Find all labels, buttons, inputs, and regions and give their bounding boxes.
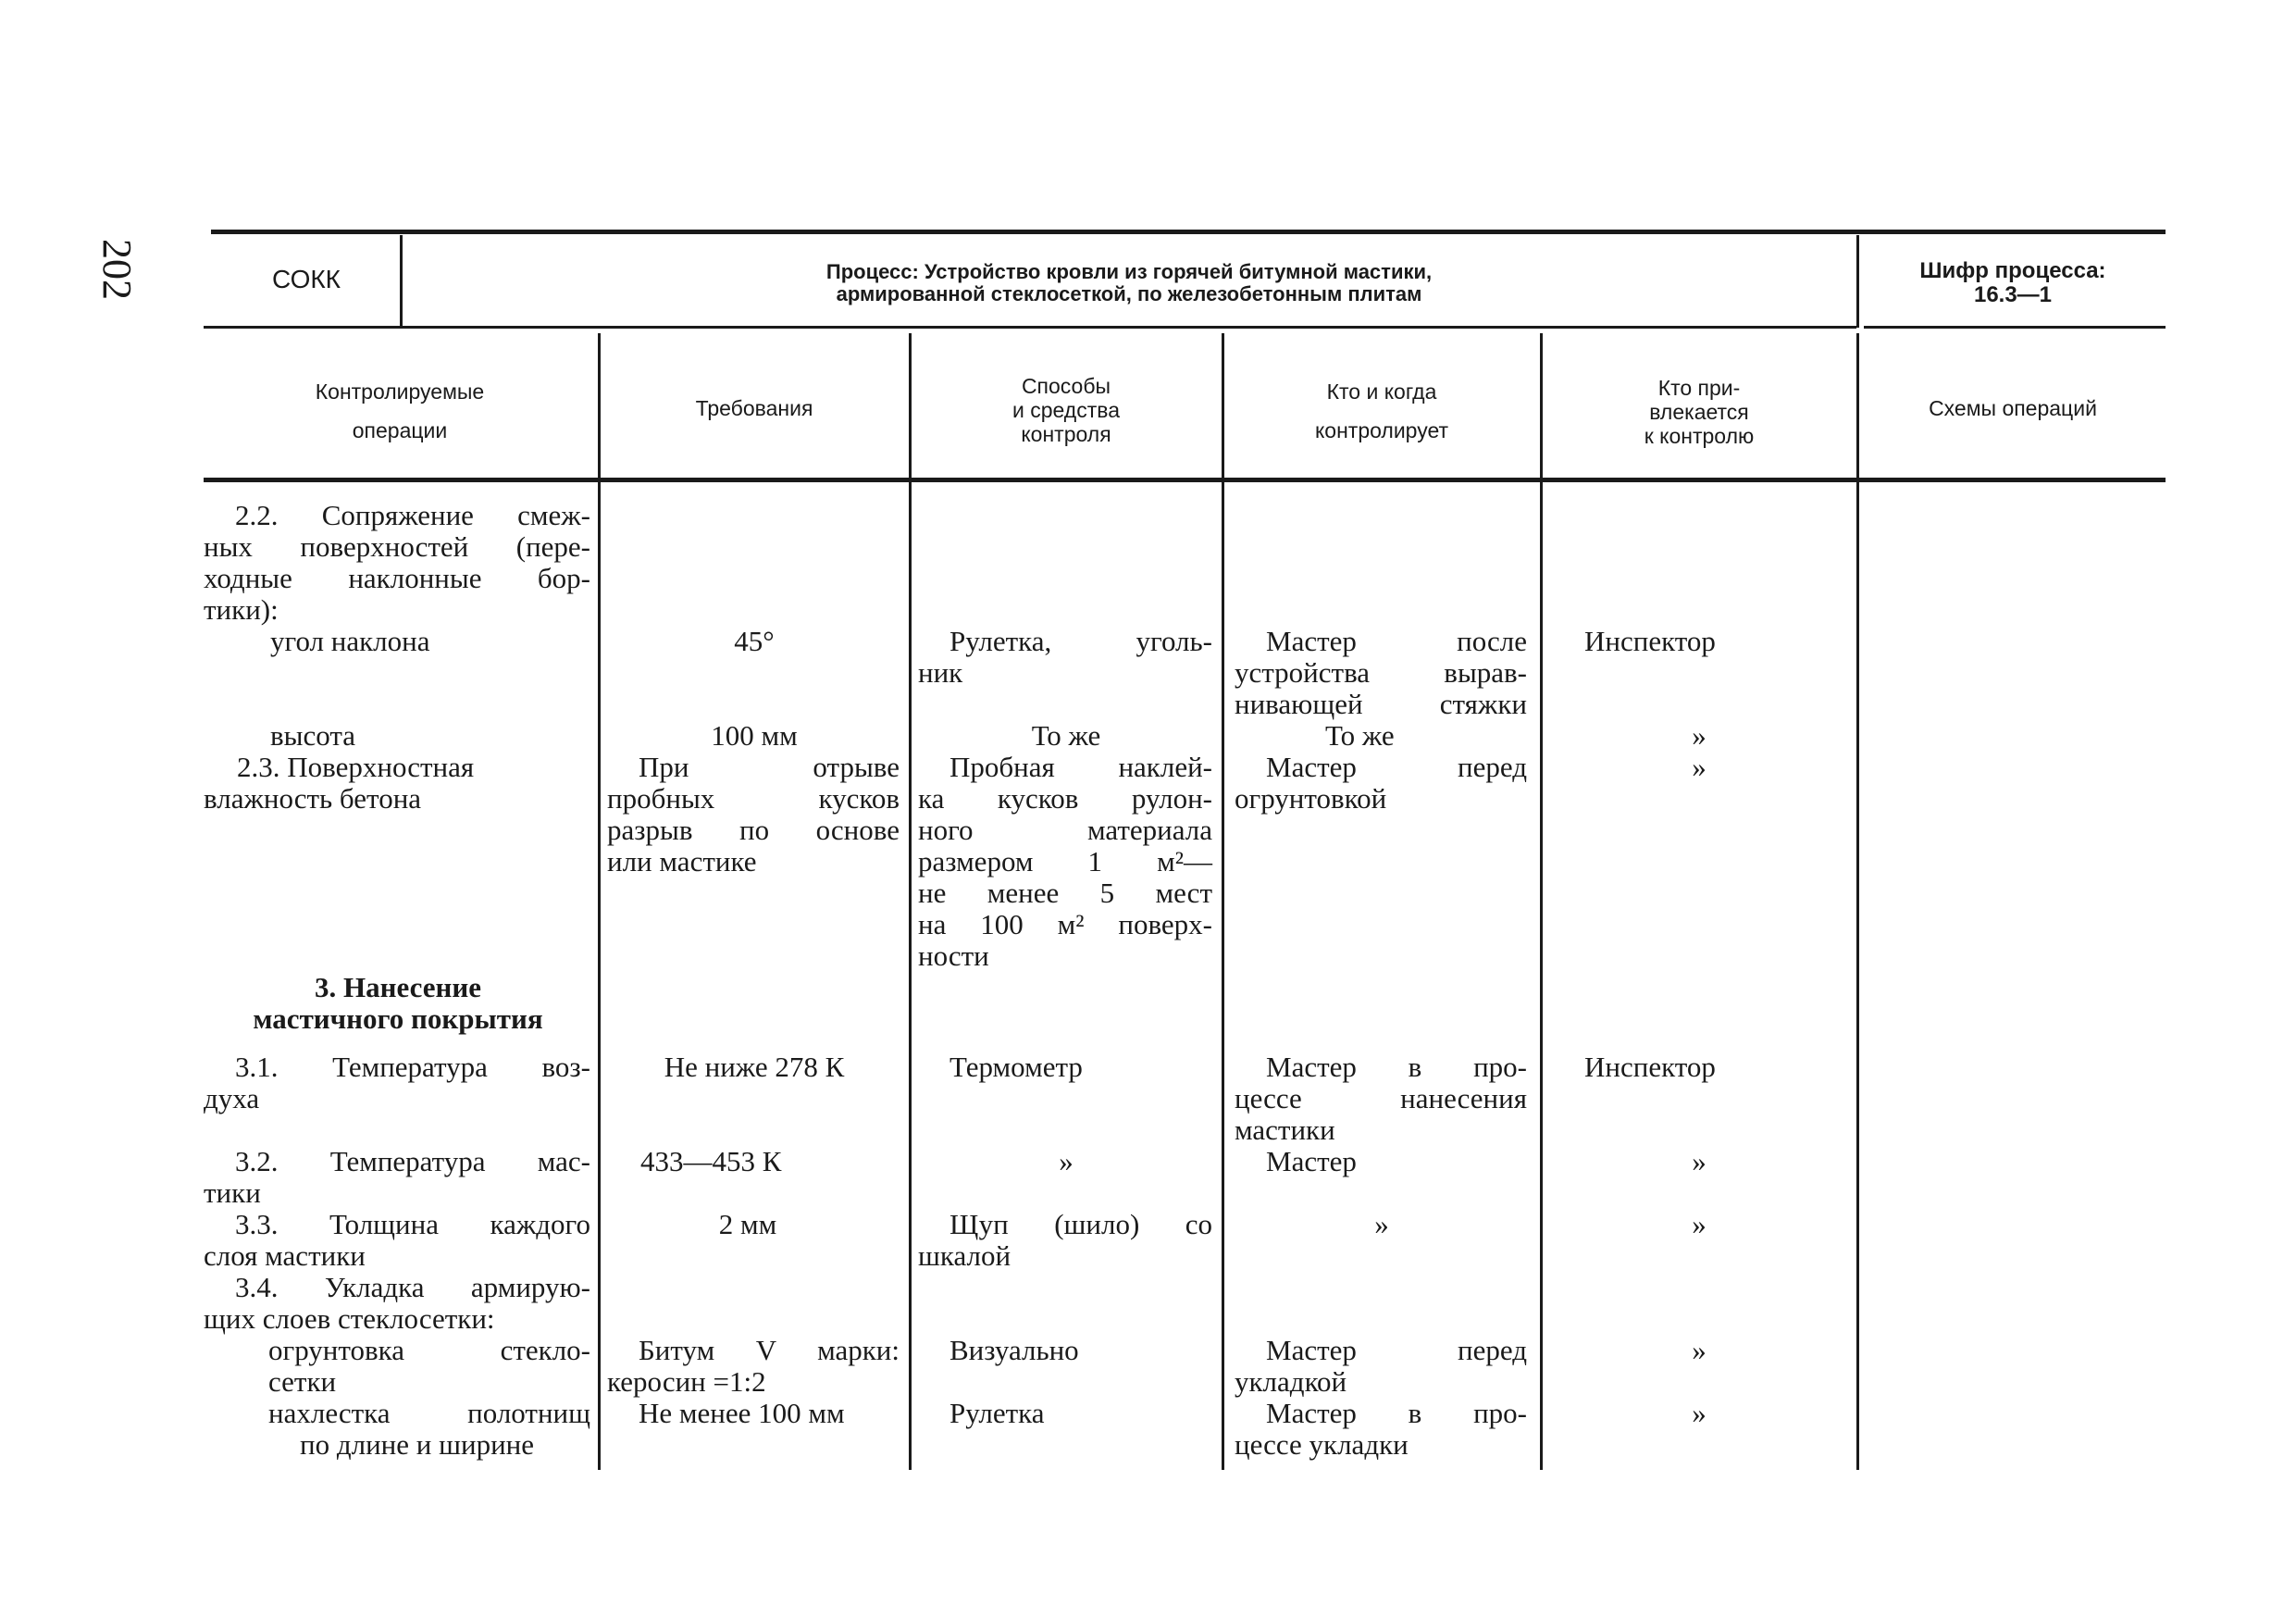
req-2-3-line-3: разрыв по основе (607, 814, 900, 846)
op-overlap-line-1: нахлестка полотнищ (268, 1397, 590, 1429)
who-overlap-line-2: цессе укладки (1235, 1428, 1409, 1461)
process-title-line-1: Процесс: Устройство кровли из горячей битумной мастики, (825, 260, 1433, 283)
who-overlap-line-1: Мастер в про- (1266, 1397, 1527, 1429)
col-header-methods (912, 374, 1220, 446)
meth-height: То же (1031, 719, 1101, 752)
col-header-operations-line-2: операции (352, 418, 448, 442)
op-priming-line-2: сетки (268, 1365, 337, 1398)
req-height: 100 мм (711, 719, 798, 752)
who-3-3: » (1374, 1208, 1389, 1240)
inv-angle: Инспектор (1584, 625, 1716, 657)
cipher-bottom-rule (1864, 326, 2166, 329)
op-3-3-line-2: слоя мастики (204, 1239, 366, 1272)
who-3-2: Мастер (1266, 1145, 1357, 1177)
req-2-3-line-4: или мастике (607, 845, 757, 877)
inv-2-3: » (1692, 751, 1706, 783)
who-priming-line-2: укладкой (1235, 1365, 1347, 1398)
op-2-2-line-2: ных поверхностей (пере- (204, 530, 590, 563)
req-overlap: Не менее 100 мм (639, 1397, 845, 1429)
cipher-value: 16.3—1 (1973, 282, 2053, 307)
meth-3-1: Термометр (949, 1051, 1083, 1083)
inv-3-1: Инспектор (1584, 1051, 1716, 1083)
op-2-2-line-4: тики): (204, 593, 279, 626)
col-header-who-line-1: Кто и когда (1326, 380, 1437, 404)
inv-height: » (1692, 719, 1706, 752)
meth-overlap: Рулетка (949, 1397, 1045, 1429)
who-2-3-line-1: Мастер перед (1266, 751, 1527, 783)
op-angle: угол наклона (270, 625, 430, 657)
col-header-methods-line-2: и средства (1011, 398, 1121, 422)
op-3-4-line-2: щих слоев стеклосетки: (204, 1302, 495, 1335)
soqk-divider (400, 235, 403, 328)
req-angle: 45° (734, 625, 775, 657)
process-cipher (1862, 259, 2164, 307)
col-header-methods-line-3: контроля (1021, 422, 1111, 446)
meth-2-3-line-1: Пробная наклей- (949, 751, 1212, 783)
process-title (407, 261, 1851, 305)
req-3-2: 433—453 К (640, 1145, 782, 1177)
meth-2-3-line-2: ка кусков рулон- (918, 782, 1212, 815)
meth-2-3-line-7: ности (918, 940, 989, 972)
col-header-methods-line-1: Способы (1021, 374, 1111, 398)
who-height: То же (1325, 719, 1395, 752)
op-3-1-line-2: духа (204, 1082, 260, 1114)
op-2-2-line-3: ходные наклонные бор- (204, 562, 590, 594)
col-header-requirements: Требования (695, 396, 813, 420)
meth-angle-line-2: ник (918, 656, 963, 689)
section-3-line-1: 3. Нанесение (315, 971, 481, 1003)
inv-priming: » (1692, 1334, 1706, 1366)
who-angle-line-1: Мастер после (1266, 625, 1527, 657)
col-header-involved-line-2: влекается (1649, 400, 1749, 424)
col-header-who-line-2: контролирует (1314, 418, 1449, 442)
col-divider-2 (909, 333, 912, 1470)
op-2-3-line-2: влажность бетона (204, 782, 422, 815)
col-header-schemes: Схемы операций (1929, 396, 2097, 420)
process-title-line-2: армированной стеклосеткой, по железобетонным плитам (836, 282, 1422, 305)
who-3-1-line-3: мастики (1235, 1114, 1335, 1146)
meth-3-3-line-1: Щуп (шило) со (949, 1208, 1212, 1240)
col-header-involved-line-3: к контролю (1644, 424, 1755, 448)
who-angle-line-3: нивающей стяжки (1235, 688, 1527, 720)
op-3-2-line-1: 3.2. Температура мас- (235, 1145, 590, 1177)
op-overlap-line-2: по длине и ширине (300, 1428, 535, 1461)
col-divider-4 (1540, 333, 1543, 1470)
meth-2-3-line-6: на 100 м² поверх- (918, 908, 1212, 940)
section-3-line-2: мастичного покрытия (253, 1002, 543, 1035)
req-priming-line-1: Битум V марки: (639, 1334, 900, 1366)
inv-3-2: » (1692, 1145, 1706, 1177)
op-height: высота (270, 719, 356, 752)
op-3-2-line-2: тики (204, 1176, 261, 1209)
col-divider-3 (1222, 333, 1224, 1470)
header-bottom-rule (204, 478, 2166, 482)
col-divider-5 (1856, 333, 1859, 1470)
op-2-2-line-1: 2.2. Сопряжение смеж- (235, 499, 590, 531)
cipher-divider (1856, 235, 1859, 328)
req-2-3-line-2: пробных кусков (607, 782, 900, 815)
req-3-3: 2 мм (718, 1208, 777, 1240)
cipher-label: Шифр процесса: (1919, 258, 2106, 283)
col-header-involved (1544, 376, 1855, 448)
meth-3-3-line-2: шкалой (918, 1239, 1011, 1272)
meth-2-3-line-5: не менее 5 мест (918, 877, 1212, 909)
req-3-1: Не ниже 278 К (664, 1051, 845, 1083)
who-3-1-line-1: Мастер в про- (1266, 1051, 1527, 1083)
who-priming-line-1: Мастер перед (1266, 1334, 1527, 1366)
who-2-3-line-2: огрунтовкой (1235, 782, 1387, 815)
op-3-4-line-1: 3.4. Укладка армирую- (235, 1271, 590, 1303)
op-3-3-line-1: 3.3. Толщина каждого (235, 1208, 590, 1240)
req-priming-line-2: керосин =1:2 (607, 1365, 766, 1398)
op-priming-line-1: огрунтовка стекло- (268, 1334, 590, 1366)
meth-2-3-line-4: размером 1 м²— (918, 845, 1212, 877)
col-header-operations (204, 372, 596, 450)
op-2-3-line-1: 2.3. Поверхностная (237, 751, 475, 783)
meth-angle-line-1: Рулетка, уголь- (949, 625, 1212, 657)
col-divider-1 (598, 333, 601, 1470)
op-3-1-line-1: 3.1. Температура воз- (235, 1051, 590, 1083)
col-header-involved-line-1: Кто при- (1657, 376, 1741, 400)
top-rule (211, 230, 2166, 234)
col-header-operations-line-1: Контролируемые (315, 380, 485, 404)
req-2-3-line-1: При отрыве (639, 751, 900, 783)
meth-priming: Визуально (949, 1334, 1079, 1366)
col-header-who (1225, 372, 1538, 450)
inv-overlap: » (1692, 1397, 1706, 1429)
who-angle-line-2: устройства вырав- (1235, 656, 1527, 689)
meth-2-3-line-3: ного материала (918, 814, 1212, 846)
who-3-1-line-2: цессе нанесения (1235, 1082, 1527, 1114)
title-bottom-rule (204, 326, 1856, 329)
inv-3-3: » (1692, 1208, 1706, 1240)
meth-3-2: » (1059, 1145, 1074, 1177)
soqk-label: СОКК (271, 265, 341, 293)
